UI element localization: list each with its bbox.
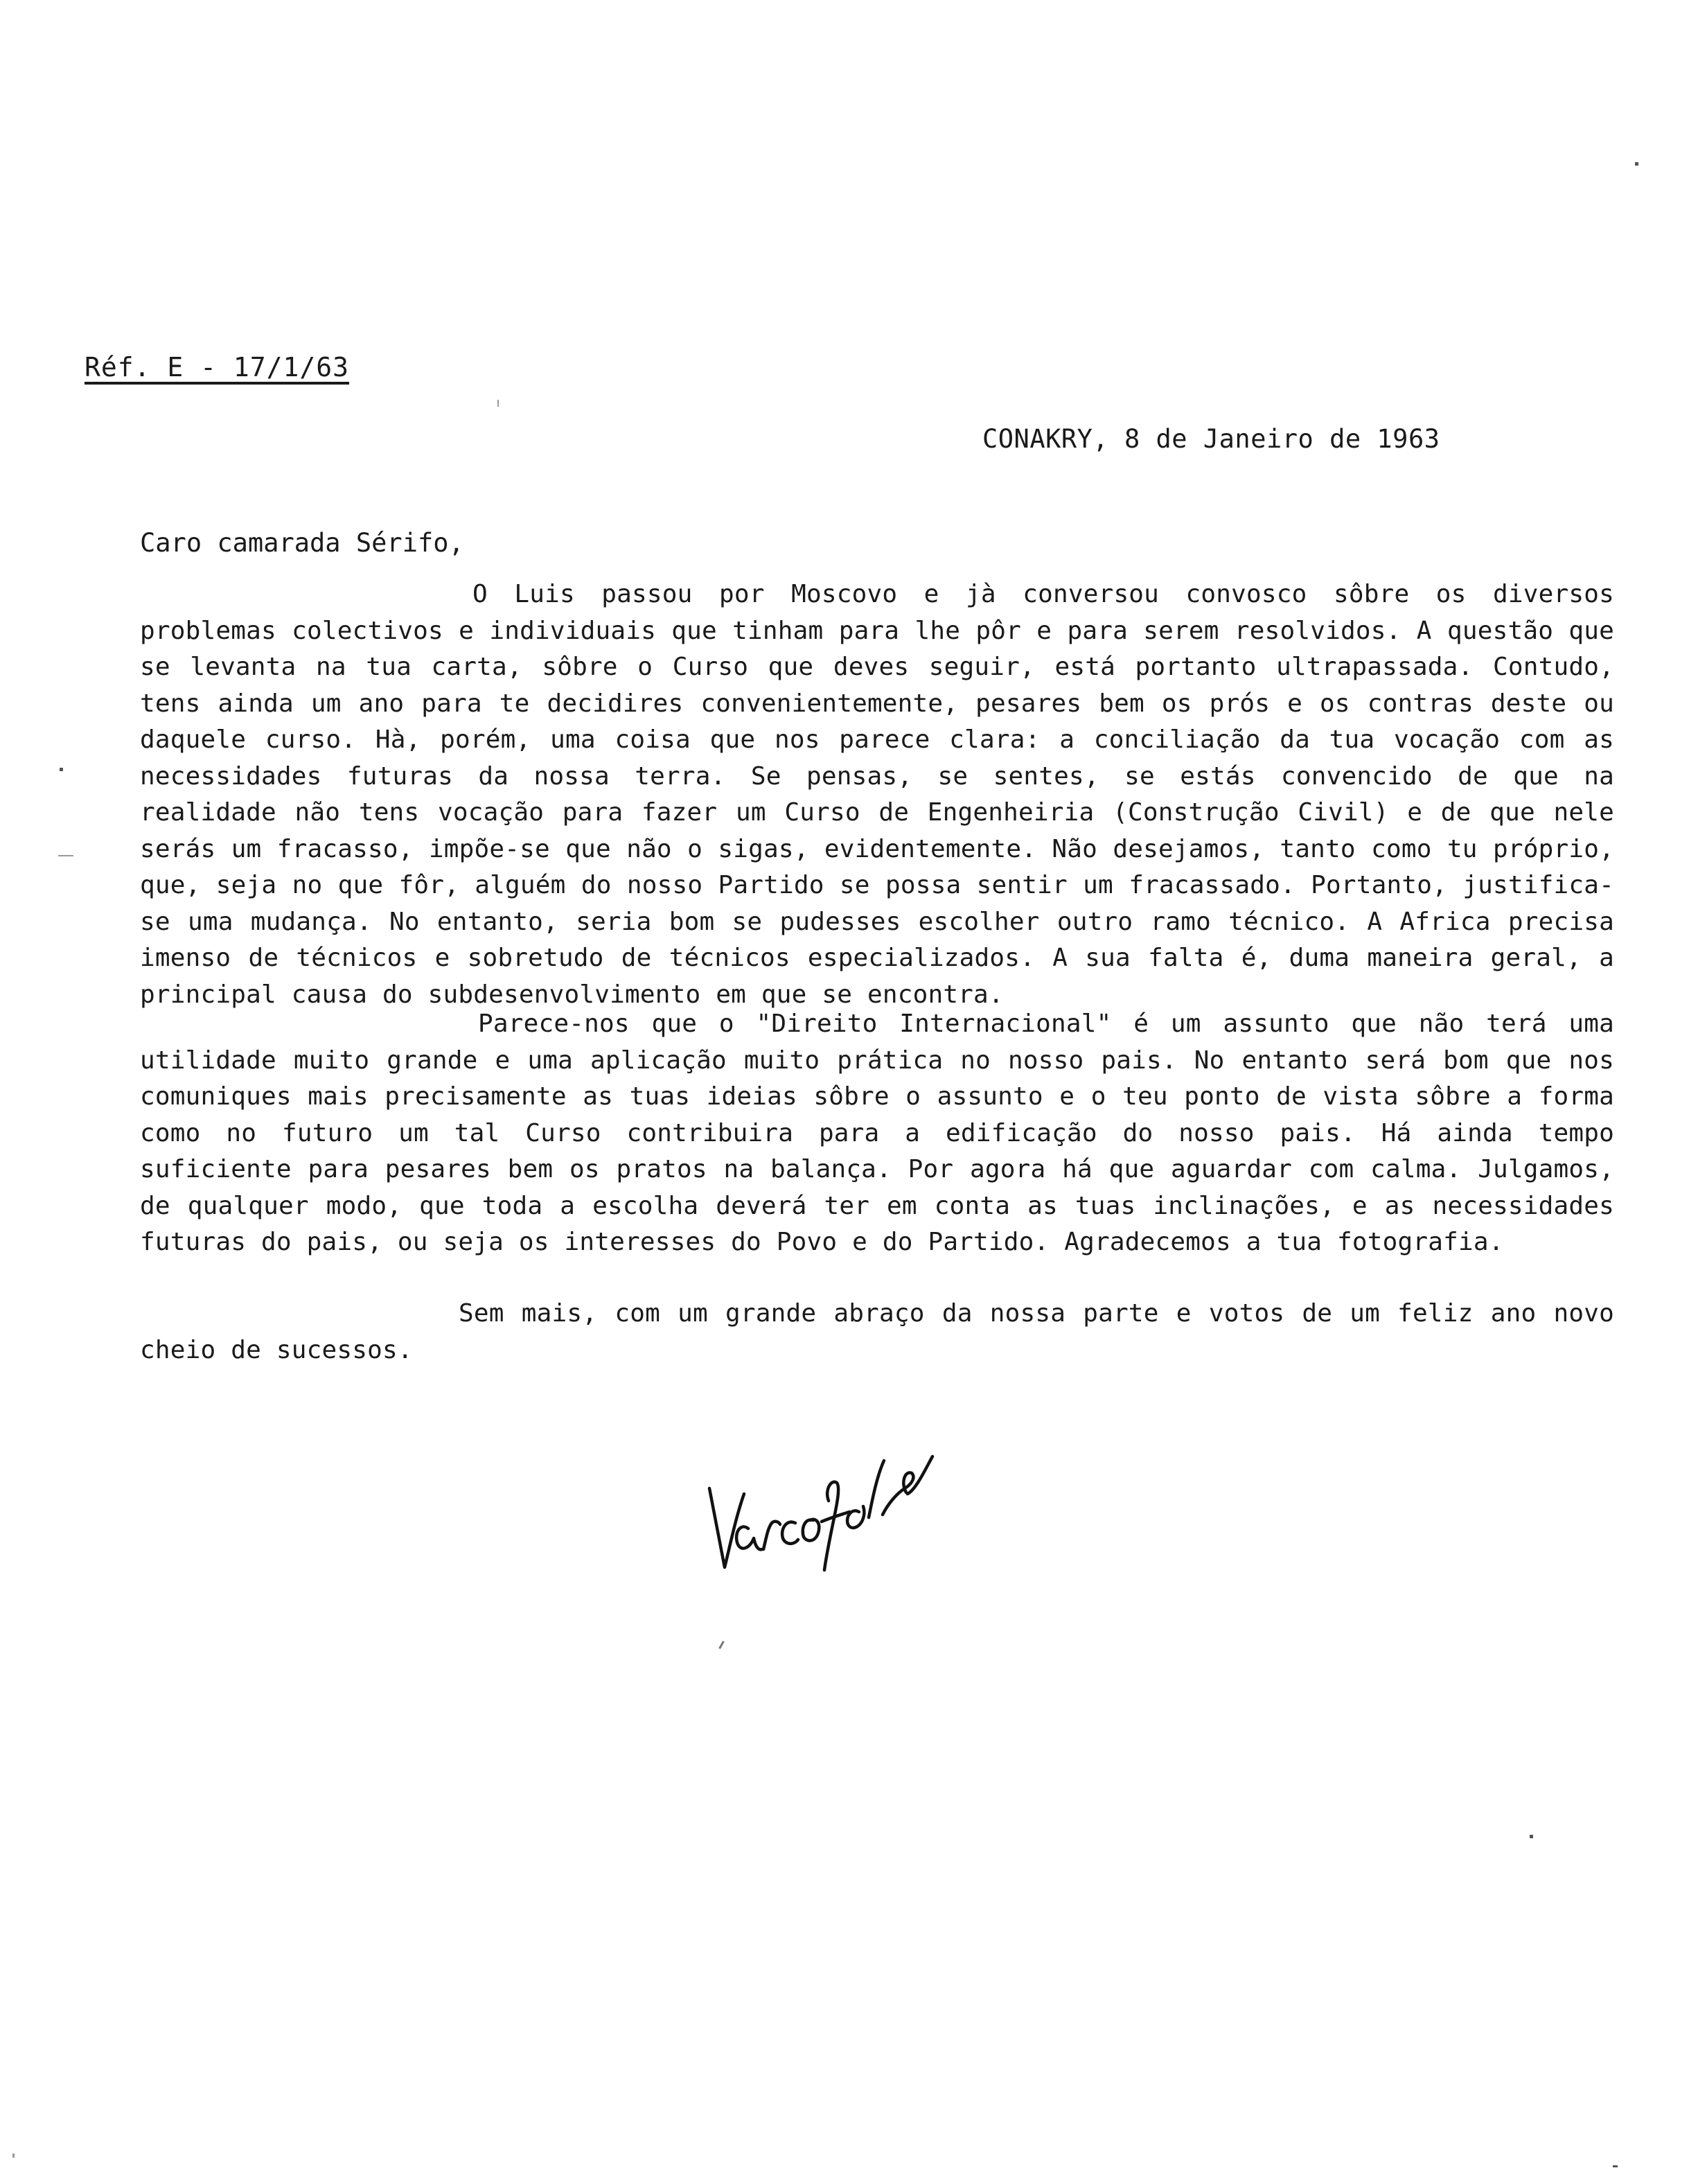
paragraph-3: Sem mais, com um grande abraço da nossa parte e votos de um feliz ano novo cheio de sucessos.: [140, 1299, 1614, 1364]
paragraph-2: Parece-nos que o "Direito Internacional" é um assunto que não terá uma utilidade muito grande e uma aplicação muito prática no nosso pais. No entanto será bom que nos comuniques mais precisamente as tuas ideias sôbre o assunto e o teu ponto de vista sôbre a forma como no futuro um tal Curso contribuira para a edificação do nosso pais. Há ainda tempo suficiente para pesares bem os pratos na balança. Por agora há que aguardar com calma. Julgamos, de qualquer modo, que toda a escolha deverá ter em conta as tuas inclinações, e as necessidades futuras do pais, ou seja os interesses do Povo e do Partido. Agradecemos a tua fotografia.: [140, 1010, 1614, 1256]
handwritten-signature: [700, 1407, 949, 1601]
scan-speck: [12, 2154, 15, 2158]
scan-speck: [497, 400, 499, 407]
scan-speck: [1635, 162, 1638, 166]
dateline: CONAKRY, 8 de Janeiro de 1963: [982, 424, 1440, 454]
paragraph-1: O Luis passou por Moscovo e jà conversou convosco sôbre os diversos problemas colectivos e individuais que tinham para lhe pôr e para serem resolvidos. A questão que se levanta na tua carta, sôbre o Curso que deves seguir, está portanto ultrapassada. Contudo, tens ainda um ano para te decidires convenientemente, pesares bem os prós e os contras deste ou daquele curso. Hà, porém, uma coisa que nos parece clara: a conciliação da tua vocação com as necessidades futuras da nossa terra. Se pensas, se sentes, se estás convencido de que na realidade não tens vocação para fazer um Curso de Engenheiria (Construção Civil) e de que nele serás um fracasso, impõe-se que não o sigas, evidentemente. Não desejamos, tanto como tu próprio, que, seja no que fôr, alguém do nosso Partido se possa sentir um fracassado. Portanto, justifica-se uma mudança. No entanto, seria bom se pudesses escolher outro ramo técnico. A Africa precisa imenso de técnicos e sobretudo de técnicos especializados. A sua falta é, duma maneira geral, a principal causa do subdesenvolvimento em que se encontra.: [140, 580, 1614, 1009]
scan-speck: [58, 855, 73, 856]
scan-speck: [1530, 1835, 1533, 1838]
scan-speck: [1613, 2165, 1618, 2167]
salutation: Caro camarada Sérifo,: [140, 528, 464, 558]
reference-number: Réf. E - 17/1/63: [85, 352, 350, 382]
scan-speck: [60, 768, 63, 771]
scan-speck: [718, 1641, 725, 1649]
